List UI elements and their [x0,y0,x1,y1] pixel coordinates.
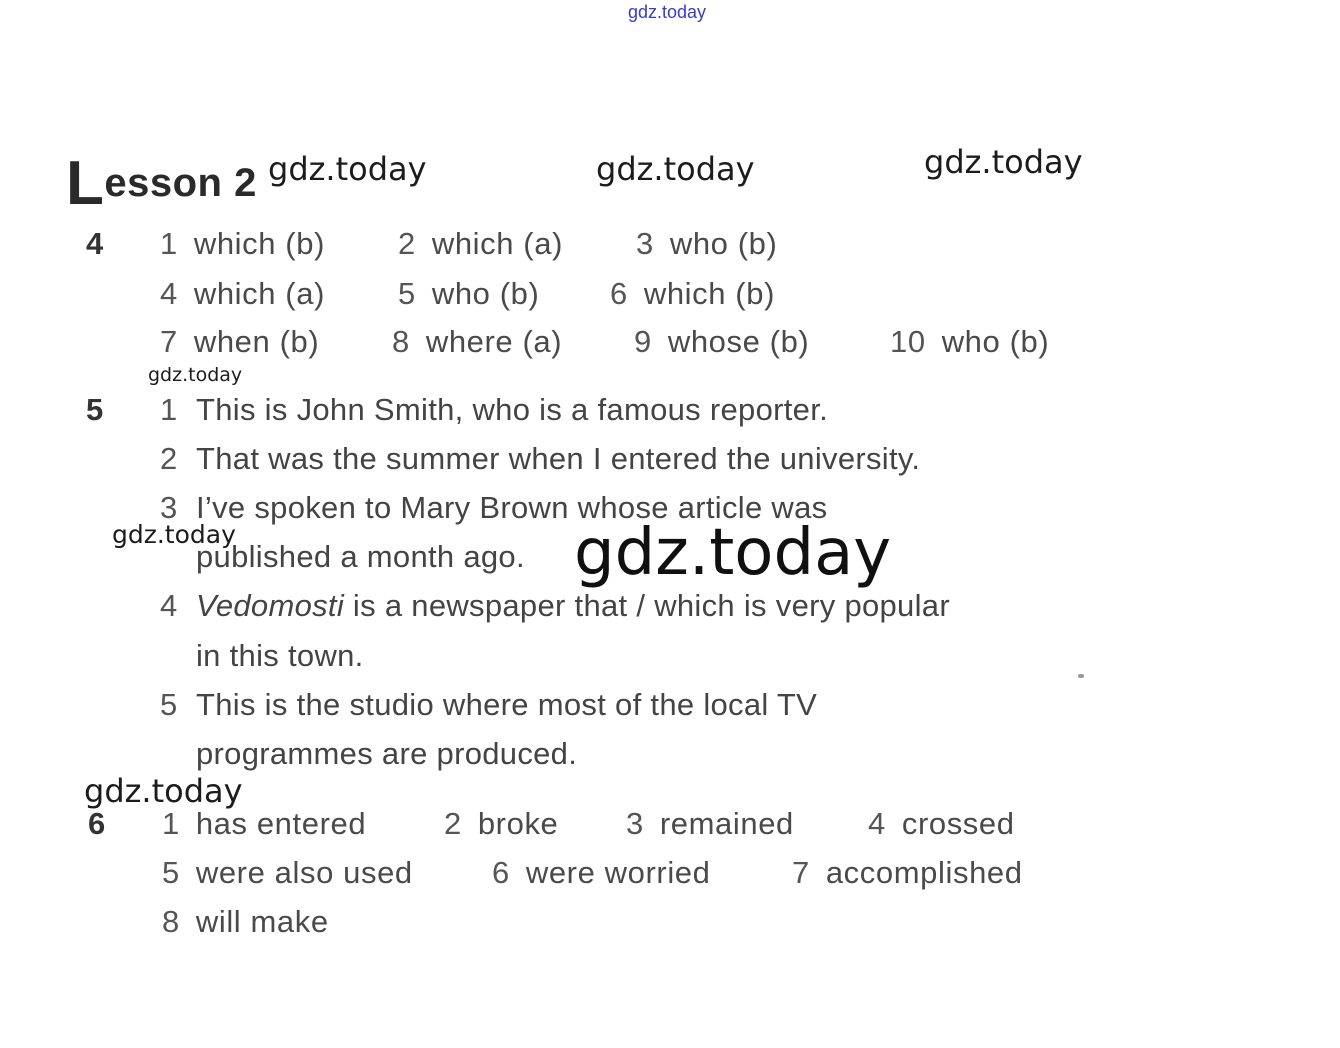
ex4-item-6 [610,276,775,312]
item-number: 5 [162,855,180,890]
watermark-header-1: gdz.today [268,150,427,188]
ex4-item-3 [636,226,777,262]
item-number: 1 [162,806,180,841]
ex4-item-5 [398,276,539,312]
item-number: 3 [626,806,644,841]
item-number: 6 [610,276,628,311]
item-text: who (b) [941,324,1050,359]
watermark-small-1: gdz.today [148,364,243,386]
item-text: crossed [901,806,1015,841]
watermark-header-3: gdz.today [924,143,1083,181]
ex6-item-4 [868,806,1015,842]
ex4-item-8 [392,324,562,360]
item-text: where (a) [425,324,563,359]
watermark-top: gdz.today [628,2,707,22]
ex5-sentence-1 [160,392,828,428]
item-text: which (b) [643,276,775,311]
sentence-text: is a newspaper that / which is very popular [344,588,950,623]
item-number: 7 [160,324,178,359]
ex6-item-1 [162,806,366,842]
ex4-item-4 [160,276,325,312]
item-number: 4 [160,588,178,623]
newspaper-name: Vedomosti [196,588,345,623]
item-text: which (b) [193,226,325,261]
scan-speck [1078,674,1084,678]
item-number: 8 [162,904,180,939]
item-text: which (a) [193,276,325,311]
watermark-small-2: gdz.today [112,520,236,549]
ex4-item-10 [890,324,1049,360]
item-number: 8 [392,324,410,359]
ex5-sentence-2 [160,441,920,477]
item-text: who (b) [669,226,778,261]
item-text: will make [195,904,329,939]
item-text: accomplished [825,855,1023,890]
exercise-5-number: 5 [86,392,104,427]
ex4-item-9 [634,324,809,360]
item-number: 9 [634,324,652,359]
ex5-sentence-5-line-1 [160,687,817,723]
exercise-4-number: 4 [86,226,104,261]
sentence-text: This is the studio where most of the local TV [196,687,818,722]
item-text: were also used [195,855,413,890]
exercise-6-number: 6 [88,806,106,841]
ex5-sentence-4-line-2: in this town. [196,638,364,673]
sentence-text: This is John Smith, who is a famous reporter. [196,392,829,427]
item-number: 5 [398,276,416,311]
item-number: 2 [160,441,178,476]
ex6-item-5 [162,855,413,891]
ex6-item-3 [626,806,794,842]
item-number: 7 [792,855,810,890]
ex6-item-6 [492,855,711,891]
item-number: 6 [492,855,510,890]
item-text: whose (b) [667,324,810,359]
sentence-text: I’ve spoken to Mary Brown whose article was [196,490,828,525]
item-number: 3 [636,226,654,261]
ex4-item-7 [160,324,319,360]
ex6-item-7 [792,855,1023,891]
ex4-item-2 [398,226,563,262]
item-number: 1 [160,392,178,427]
watermark-small-3: gdz.today [84,772,243,810]
lesson-title-initial: L [66,149,105,218]
item-text: which (a) [431,226,563,261]
ex4-item-1 [160,226,325,262]
lesson-title [66,140,257,218]
ex6-item-8 [162,904,329,940]
ex6-item-2 [444,806,558,842]
item-number: 10 [890,324,926,359]
item-text: has entered [195,806,367,841]
sentence-text: That was the summer when I entered the university. [196,441,921,476]
ex5-sentence-5-line-2: programmes are produced. [196,736,578,771]
item-number: 1 [160,226,178,261]
item-number: 3 [160,490,178,525]
item-text: were worried [525,855,711,890]
item-number: 4 [868,806,886,841]
ex5-sentence-4-line-1 [160,588,950,624]
watermark-header-2: gdz.today [596,150,755,188]
item-text: when (b) [193,324,320,359]
item-number: 2 [398,226,416,261]
watermark-big: gdz.today [574,516,892,590]
item-number: 5 [160,687,178,722]
item-number: 4 [160,276,178,311]
item-text: remained [659,806,794,841]
ex5-sentence-3-line-2: published a month ago. [196,539,525,574]
lesson-title-rest: esson 2 [104,161,257,205]
item-text: who (b) [431,276,540,311]
item-text: broke [477,806,559,841]
item-number: 2 [444,806,462,841]
